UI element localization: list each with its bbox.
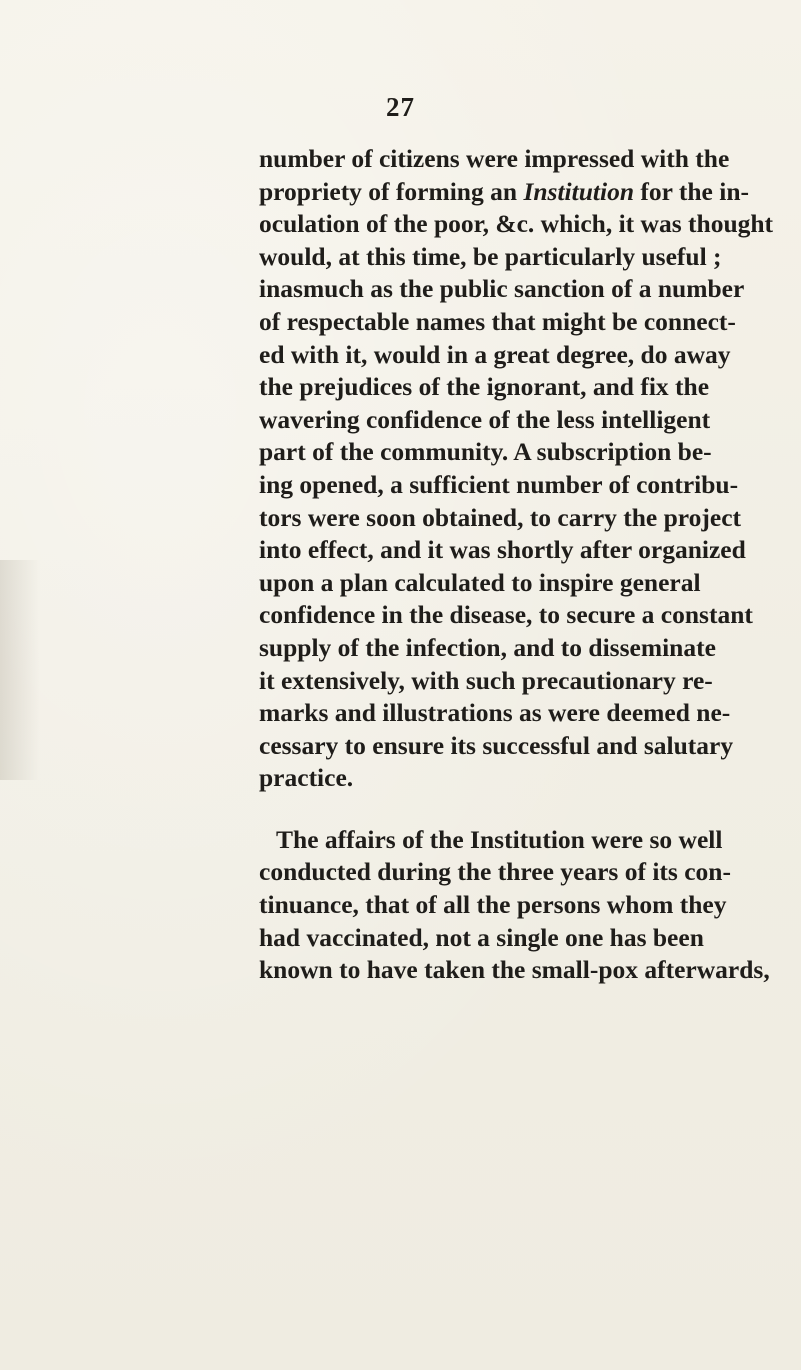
text-line: ed with it, would in a great degree, do away [259, 339, 731, 369]
text-line: it extensively, with such precautionary re- [259, 665, 713, 695]
binding-shadow [0, 560, 40, 780]
italic-word: Institution [523, 176, 635, 206]
text-line: the prejudices of the ignorant, and fix the [259, 372, 710, 402]
text-line: cessary to ensure its successful and salutary [259, 730, 734, 760]
text-line: ing opened, a sufficient number of contribu- [259, 469, 739, 499]
text-line: supply of the infection, and to disseminate [259, 632, 716, 662]
text-line: number of citizens were impressed with the [259, 144, 730, 173]
text-line: known to have taken the small-pox afterwards, [259, 955, 770, 985]
text-line: wavering confidence of the less intelligent [259, 404, 711, 434]
text-line: into effect, and it was shortly after organized [259, 535, 746, 565]
text-line: marks and illustrations as were deemed ne- [259, 698, 731, 728]
text-line: conducted during the three years of its con- [259, 857, 731, 887]
text-line: The affairs of the Institution were so well [276, 824, 723, 854]
paragraph-2 [259, 824, 770, 987]
body-text [259, 143, 774, 987]
paragraph-gap [259, 795, 619, 824]
text-line: of respectable names that might be connect- [259, 306, 736, 336]
text-line: practice. [259, 763, 354, 793]
text-line-institution: propriety of forming an Institution for the in- [259, 176, 749, 206]
paragraph-1 [259, 143, 774, 795]
text-line: inasmuch as the public sanction of a number [259, 274, 745, 304]
text-line: part of the community. A subscription be- [259, 437, 712, 467]
text-line: tinuance, that of all the persons whom they [259, 890, 727, 920]
text-line: tors were soon obtained, to carry the project [259, 502, 742, 532]
text-line: had vaccinated, not a single one has been [259, 922, 704, 952]
text-line: confidence in the disease, to secure a constant [259, 600, 753, 630]
text-line: upon a plan calculated to inspire general [259, 567, 701, 597]
page-number: 27 [386, 92, 415, 122]
text-line: oculation of the poor, &c. which, it was thought [259, 209, 774, 239]
text-line: would, at this time, be particularly useful ; [259, 241, 722, 271]
